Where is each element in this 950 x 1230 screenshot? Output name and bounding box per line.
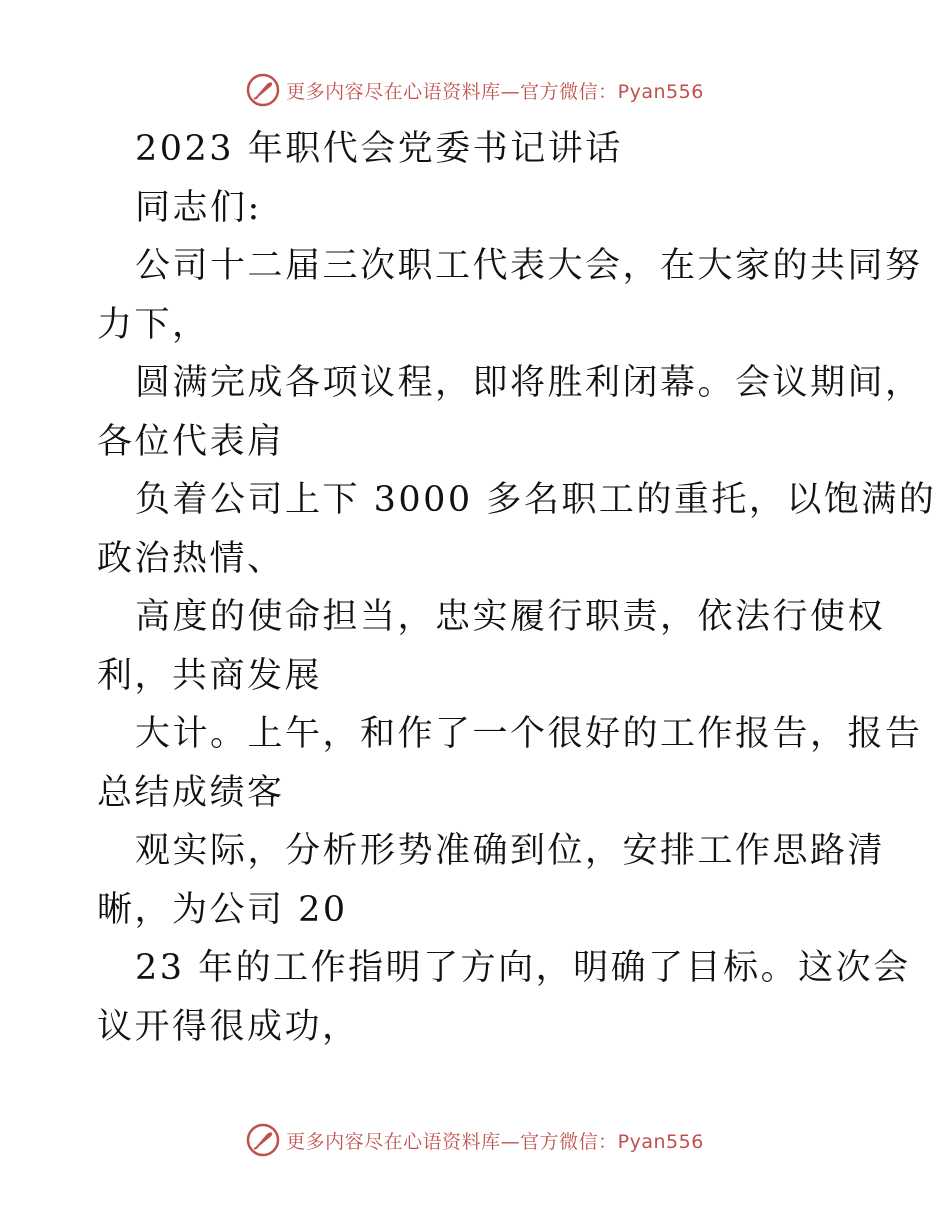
paragraph-line: 总结成绩客: [97, 772, 285, 813]
quill-logo-icon: [246, 73, 280, 107]
footer-watermark: [0, 1120, 950, 1160]
paragraph-line: 利，共商发展: [97, 655, 323, 696]
paragraph-line: 大计。上午，和作了一个很好的工作报告，报告: [135, 714, 923, 754]
paragraph-line: 政治热情、: [97, 538, 285, 579]
watermark-text: 更多内容尽在心语资料库—官方微信：Pyan556: [286, 1130, 704, 1153]
paragraph-line: 各位代表肩: [97, 421, 285, 462]
paragraph-line: 负着公司上下 3000 多名职工的重托，以饱满的: [135, 480, 937, 520]
document-title: 2023 年职代会党委书记讲话: [135, 129, 623, 169]
paragraph-line: 23 年的工作指明了方向，明确了目标。这次会: [135, 948, 911, 988]
quill-logo-icon: [246, 1123, 280, 1157]
paragraph-line: 观实际，分析形势准确到位，安排工作思路清: [135, 831, 886, 871]
watermark-text: 更多内容尽在心语资料库—官方微信：Pyan556: [286, 80, 704, 103]
header-watermark: [0, 70, 950, 110]
document-body: [97, 120, 937, 1056]
paragraph-line: 高度的使命担当，忠实履行职责，依法行使权: [135, 597, 886, 637]
paragraph-line: 力下，: [97, 304, 210, 345]
paragraph-line: 议开得很成功，: [97, 1006, 360, 1047]
paragraph-line: 公司十二届三次职工代表大会，在大家的共同努: [135, 246, 923, 286]
salutation: 同志们:: [135, 187, 262, 228]
paragraph-line: 晰，为公司 20: [97, 889, 348, 930]
paragraph-line: 圆满完成各项议程，即将胜利闭幕。会议期间，: [135, 363, 923, 403]
